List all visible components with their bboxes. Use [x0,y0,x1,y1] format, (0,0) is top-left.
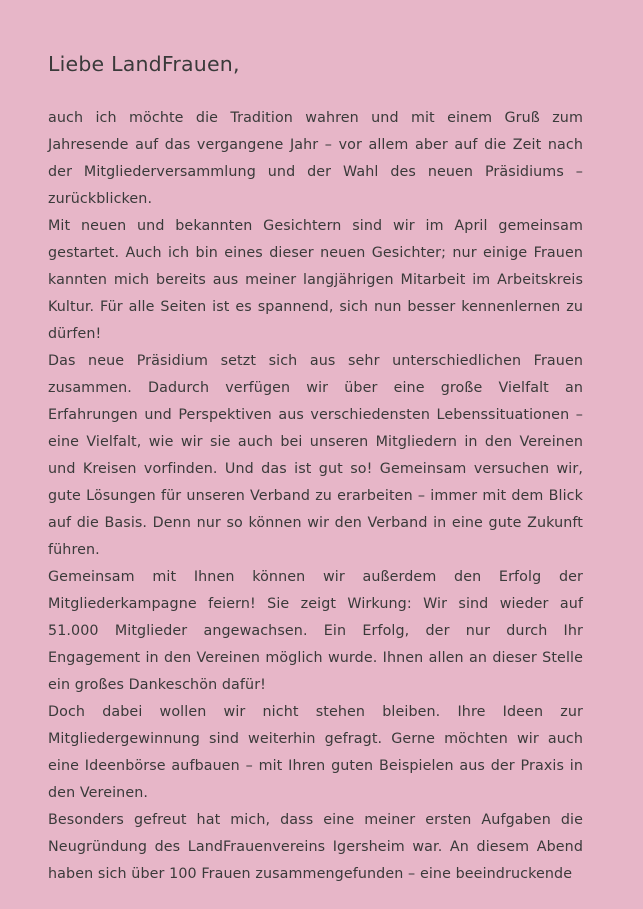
letter-paragraph: Besonders gefreut hat mich, dass eine meiner ersten Aufgaben die Neugründung des LandFrauenvereins Igersheim war. An diesem Abend haben sich über 100 Frauen zusammengefunden – eine beeindruckende [48,812,583,882]
letter-paragraph: Doch dabei wollen wir nicht stehen bleiben. Ihre Ideen zur Mitgliedergewinnung sind weiterhin gefragt. Gerne möchten wir auch eine Ideenbörse aufbauen – mit Ihren guten Beispielen aus der Praxis in den Vereinen. [48,704,583,801]
letter-paragraph: Gemeinsam mit Ihnen können wir außerdem den Erfolg der Mitgliederkampagne feiern! Sie zeigt Wirkung: Wir sind wieder auf 51.000 Mitglieder angewachsen. Ein Erfolg, der nur durch Ihr Engagement in den Vereinen möglich wurde. Ihnen allen an dieser Stelle ein großes Dankeschön dafür! [48,569,583,693]
letter-paragraph: Mit neuen und bekannten Gesichtern sind wir im April gemeinsam gestartet. Auch ich bin eines dieser neuen Gesichter; nur einige Frauen kannten mich bereits aus meiner langjährigen Mitarbeit im Arbeitskreis Kultur. Für alle Seiten ist es spannend, sich nun besser kennenlernen zu dürfen! [48,218,583,342]
letter-paragraph: Das neue Präsidium setzt sich aus sehr unterschiedlichen Frauen zusammen. Dadurch verfügen wir über eine große Vielfalt an Erfahrungen und Perspektiven aus verschiedensten Lebenssituationen – eine Vielfalt, wie wir sie auch bei unseren Mitgliedern in den Vereinen und Kreisen vorfinden. Und das ist gut so! Gemeinsam versuchen wir, gute Lösungen für unseren Verband zu erarbeiten – immer mit dem Blick auf die Basis. Denn nur so können wir den Verband in eine gute Zukunft führen. [48,353,583,558]
letter-greeting: Liebe LandFrauen, [48,52,240,76]
letter-paragraph: auch ich möchte die Tradition wahren und mit einem Gruß zum Jahresende auf das vergangene Jahr – vor allem aber auf die Zeit nach der Mitgliederversammlung und der Wahl des neuen Präsidiums – zurückblicken. [48,110,583,207]
